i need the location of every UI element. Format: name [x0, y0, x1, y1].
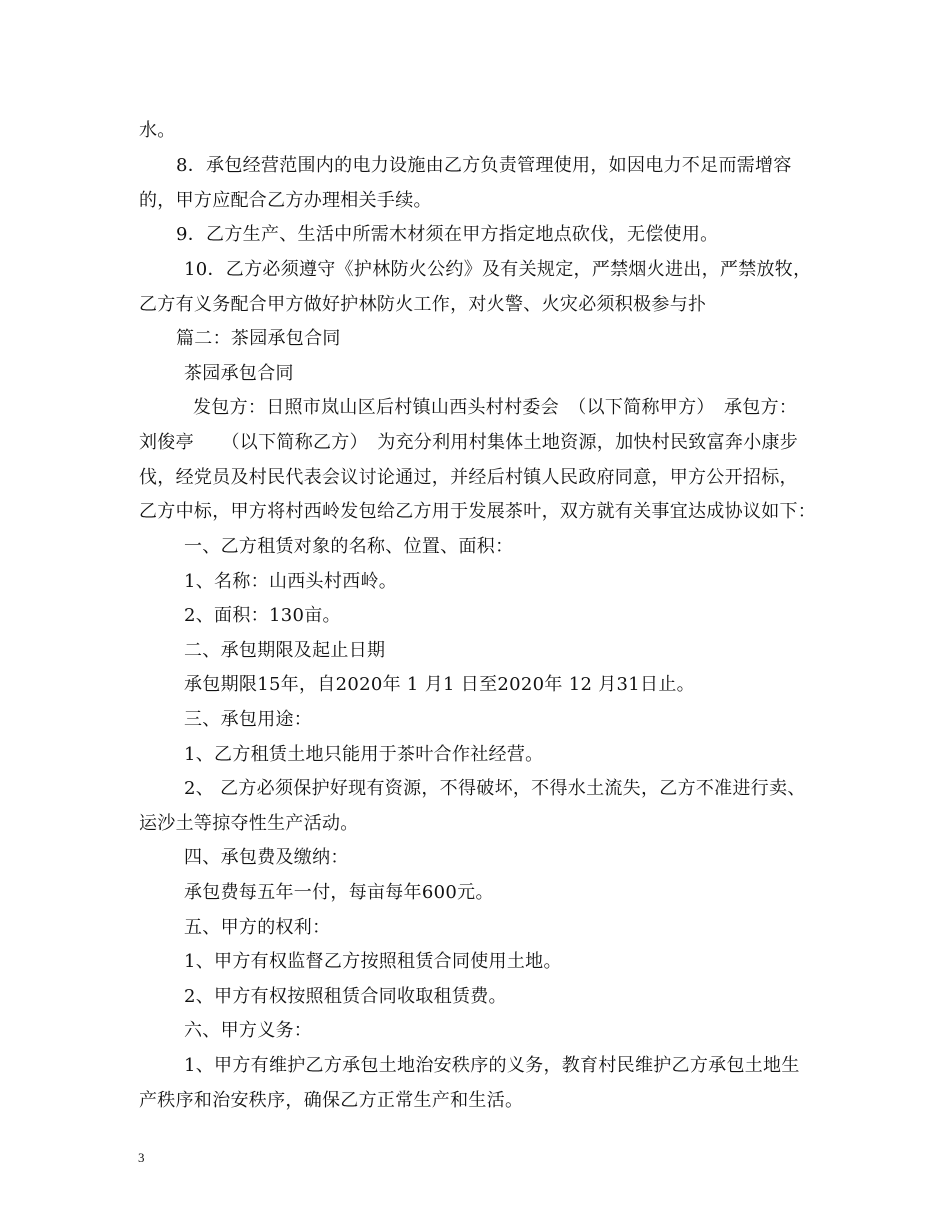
text-line: 伐，经党员及村民代表会议讨论通过，并经后村镇人民政府同意，甲方公开招标， — [139, 467, 798, 488]
text-line: 水。 — [139, 120, 176, 141]
clause-heading: 一、乙方租赁对象的名称、位置、面积： — [184, 536, 514, 557]
text-line: 9．乙方生产、生活中所需木材须在甲方指定地点砍伐，无偿使用。 — [176, 224, 719, 245]
text-line: 1、名称：山西头村西岭。 — [184, 571, 398, 592]
clause-heading: 二、承包期限及起止日期 — [184, 640, 386, 661]
text-line: 乙方中标，甲方将村西岭发包给乙方用于发展茶叶，双方就有关事宜达成协议如下： — [139, 501, 817, 522]
text-line: 产秩序和治安秩序，确保乙方正常生产和生活。 — [139, 1090, 524, 1111]
text-line: 10．乙方必须遵守《护林防火公约》及有关规定，严禁烟火进出，严禁放牧， — [184, 259, 812, 280]
text-line: 2、 乙方必须保护好现有资源，不得破坏，不得水土流失，乙方不准进行卖、 — [184, 778, 806, 799]
text-line: 刘俊亭 （以下简称乙方） 为充分利用村集体土地资源，加快村民致富奔小康步 — [139, 432, 799, 453]
text-line: 的，甲方应配合乙方办理相关手续。 — [139, 190, 432, 211]
page-number: 3 — [138, 1150, 145, 1165]
clause-heading: 六、甲方义务： — [184, 1020, 313, 1041]
text-line: 1、甲方有权监督乙方按照租赁合同使用土地。 — [184, 951, 562, 972]
text-line: 承包费每五年一付，每亩每年600元。 — [184, 882, 494, 903]
text-line: 1、甲方有维护乙方承包土地治安秩序的义务，教育村民维护乙方承包土地生 — [184, 1055, 800, 1076]
clause-heading: 五、甲方的权利： — [184, 917, 331, 938]
text-line: 承包期限15年，自2020年 1 月1 日至2020年 12 月31日止。 — [184, 674, 695, 695]
clause-heading: 三、承包用途： — [184, 709, 313, 730]
text-line: 2、面积：130亩。 — [184, 605, 341, 626]
text-line: 发包方：日照市岚山区后村镇山西头村村委会 （以下简称甲方） 承包方： — [193, 397, 798, 418]
section-heading: 篇二：茶园承包合同 — [176, 328, 341, 349]
text-line: 2、甲方有权按照租赁合同收取租赁费。 — [184, 986, 507, 1007]
document-title: 茶园承包合同 — [184, 363, 294, 384]
clause-heading: 四、承包费及缴纳： — [184, 847, 349, 868]
text-line: 运沙土等掠夺性生产活动。 — [139, 813, 359, 834]
text-line: 8．承包经营范围内的电力设施由乙方负责管理使用，如因电力不足而需增容 — [176, 155, 792, 176]
text-line: 乙方有义务配合甲方做好护林防火工作，对火警、火灾必须积极参与扑 — [139, 294, 707, 315]
text-line: 1、乙方租赁土地只能用于茶叶合作社经营。 — [184, 744, 544, 765]
